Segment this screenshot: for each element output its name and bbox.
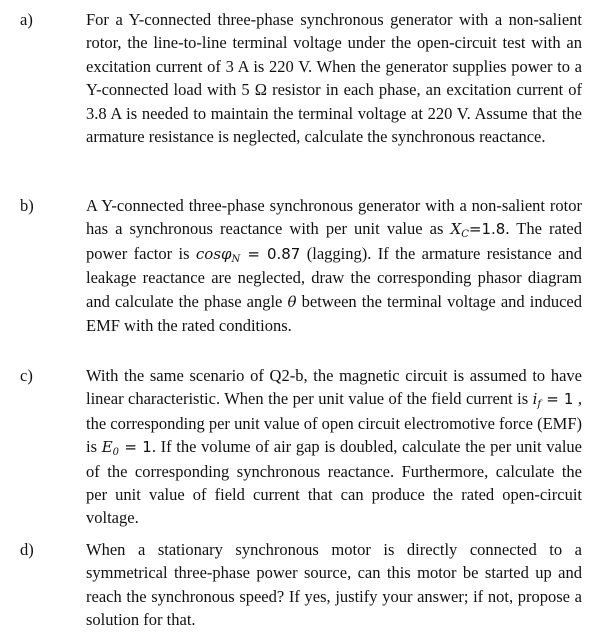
- math-subscript: f: [537, 399, 542, 411]
- math-if: [532, 390, 542, 411]
- math-subscript: N: [231, 253, 241, 265]
- text-segment: (lagging). If the armature resistance and leakage reactance are neglected, draw the corresponding phasor diagram and calculate the phase angle: [86, 243, 582, 311]
- math-xc: [450, 220, 469, 241]
- math-subscript: C: [461, 229, 469, 241]
- question-text: [86, 194, 582, 337]
- math-symbol: E: [101, 438, 113, 457]
- math-value: = 1: [119, 438, 152, 457]
- question-label: c): [20, 366, 33, 385]
- math-cosphi: [196, 245, 240, 263]
- math-symbol: cosφ: [195, 244, 232, 263]
- question-label: d): [20, 540, 34, 559]
- math-symbol: i: [532, 390, 538, 409]
- question-label: b): [20, 196, 34, 215]
- math-subscript: 0: [112, 447, 120, 459]
- math-value: = 0.87: [240, 244, 301, 263]
- math-symbol: X: [450, 220, 462, 239]
- math-e0: [101, 438, 120, 459]
- question-label: a): [20, 10, 33, 29]
- text-segment: , the corresponding per unit value of open circuit electromotive force (EMF) is: [86, 389, 582, 457]
- question-text: When a stationary synchronous motor is directly connected to a symmetrical three-phase power source, can this motor be started up and reach the synchronous speed? If yes, justify your answer; if not, propose a solution for that.: [86, 540, 582, 630]
- question-text: [86, 364, 582, 530]
- text-segment: . If the volume of air gap is doubled, calculate the per unit value of the corresponding synchronous reactance. Furthermore, calculate the per unit value of field current that can produce the rated open-circuit voltage.: [86, 437, 582, 528]
- math-value: =1.8: [468, 220, 506, 239]
- text-segment: between the terminal voltage and induced EMF with the rated conditions.: [86, 291, 582, 336]
- math-theta: θ: [287, 292, 297, 311]
- text-segment: A Y-connected three-phase synchronous generator with a non-salient rotor has a synchronous reactance with per unit value as: [86, 196, 582, 239]
- math-value: = 1: [541, 390, 574, 409]
- text-segment: With the same scenario of Q2-b, the magnetic circuit is assumed to have linear characteristic. When the per unit value of the field current is: [86, 366, 582, 409]
- question-text: For a Y-connected three-phase synchronous generator with a non-salient rotor, the line-to-line terminal voltage under the open-circuit test with an excitation current of 3 A is 220 V. When the generator supplies power to a Y-connected load with 5 Ω resistor in each phase, an excitation current of 3.8 A is needed to maintain the terminal voltage at 220 V. Assume that the armature resistance is neglected, calculate the synchronous reactance.: [86, 10, 582, 147]
- text-segment: . The rated power factor is: [86, 219, 582, 263]
